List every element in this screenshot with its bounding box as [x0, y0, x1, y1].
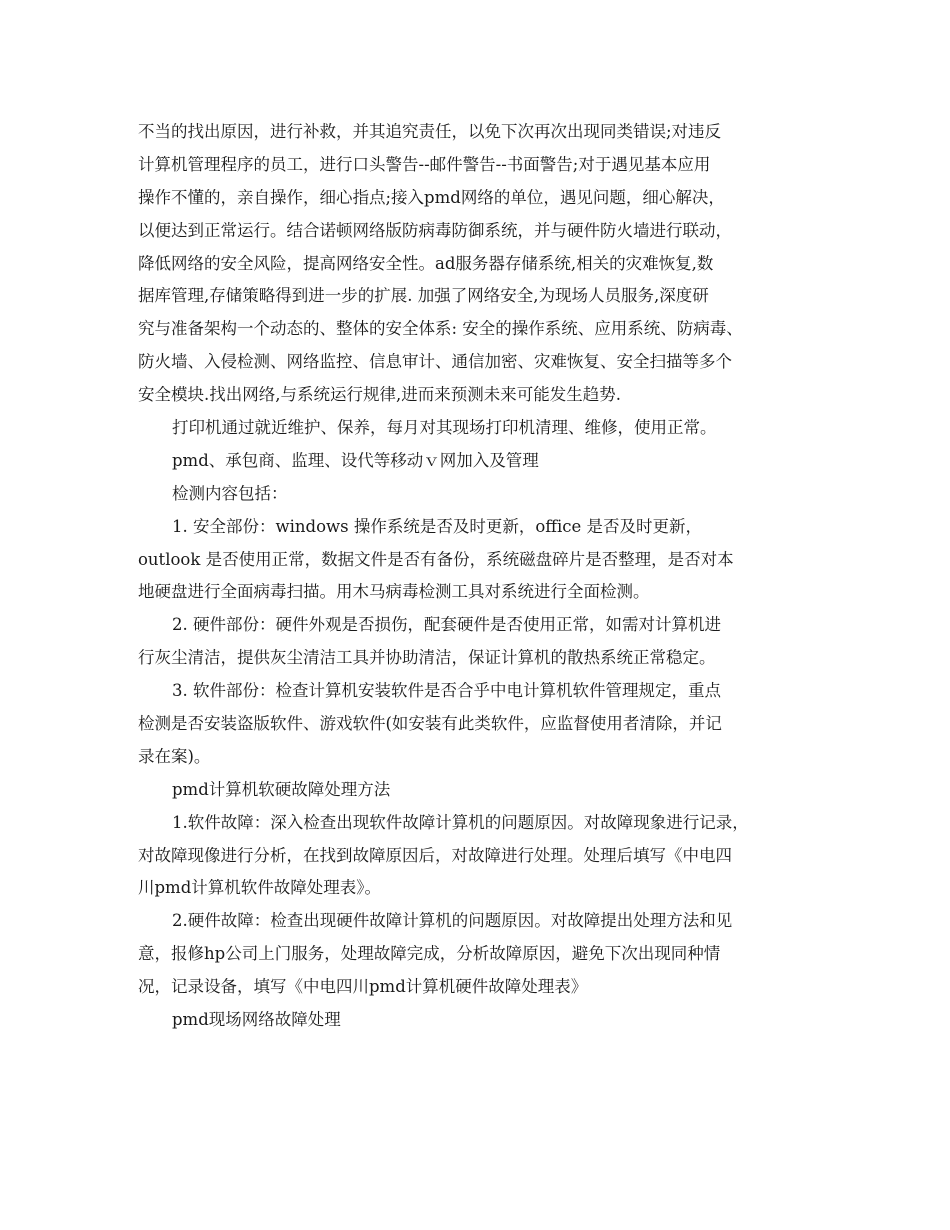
text-line: 不当的找出原因，进行补救，并其追究责任，以免下次再次出现同类错误;对违反: [138, 122, 722, 141]
text-line: 2. 硬件部份：硬件外观是否损伤，配套硬件是否使用正常，如需对计算机进: [172, 615, 721, 635]
text-line: pmd、承包商、监理、设代等移动ｖ网加入及管理: [172, 450, 539, 470]
text-line: 防火墙、入侵检测、网络监控、信息审计、通信加密、灾难恢复、安全扫描等多个: [138, 352, 732, 372]
text-line: 录在案)。: [138, 746, 211, 766]
text-line: 川pmd计算机软件故障处理表》。: [138, 878, 382, 898]
text-line: 对故障现像进行分析，在找到故障原因后，对故障进行处理。处理后填写《中电四: [138, 845, 732, 865]
document-body: [138, 116, 828, 1037]
text-line: 1.软件故障：深入检查出现软件故障计算机的问题原因。对故障现象进行记录，: [172, 812, 749, 832]
text-line: outlook 是否使用正常，数据文件是否有备份，系统磁盘碎片是否整理，是否对本: [138, 549, 734, 569]
text-line: 检测内容包括：: [172, 483, 288, 503]
text-line: 行灰尘清洁，提供灰尘清洁工具并协助清洁，保证计算机的散热系统正常稳定。: [138, 648, 716, 668]
text-line: 检测是否安装盗版软件、游戏软件(如安装有此类软件，应监督使用者清除，并记: [138, 714, 722, 734]
text-line: pmd计算机软硬故障处理方法: [172, 779, 391, 799]
text-line: pmd现场网络故障处理: [172, 1010, 341, 1030]
text-line: 2.硬件故障：检查出现硬件故障计算机的问题原因。对故障提出处理方法和见: [172, 911, 733, 931]
text-line: 操作不懂的，亲自操作，细心指点;接入pmd网络的单位，遇见问题，细心解决，: [138, 187, 725, 207]
text-line: 以便达到正常运行。结合诺顿网络版防病毒防御系统，并与硬件防火墙进行联动，: [138, 220, 732, 240]
text-line: 3. 软件部份：检查计算机安装软件是否合乎中电计算机软件管理规定，重点: [172, 681, 721, 701]
text-line: 究与准备架构一个动态的、整体的安全体系: 安全的操作系统、应用系统、防病毒、: [138, 319, 743, 339]
text-line: 地硬盘进行全面病毒扫描。用木马病毒检测工具对系统进行全面检测。: [138, 582, 650, 602]
text-line: 意，报修hp公司上门服务，处理故障完成，分析故障原因，避免下次出现同种情: [138, 944, 721, 964]
text-line: 据库管理,存储策略得到进一步的扩展. 加强了网络安全,为现场人员服务,深度研: [138, 286, 709, 306]
text-line: 况，记录设备，填写《中电四川pmd计算机硬件故障处理表》: [138, 977, 588, 997]
text-line: 1. 安全部份：windows 操作系统是否及时更新，office 是否及时更新，: [172, 516, 703, 536]
text-line: 打印机通过就近维护、保养，每月对其现场打印机清理、维修，使用正常。: [172, 418, 717, 438]
text-line: 降低网络的安全风险，提高网络安全性。ad服务器存储系统,相关的灾难恢复,数: [138, 253, 714, 273]
text-line: 计算机管理程序的员工，进行口头警告--邮件警告--书面警告;对于遇见基本应用: [138, 154, 711, 174]
text-line: 安全模块.找出网络,与系统运行规律,进而来预测未来可能发生趋势.: [138, 385, 621, 405]
